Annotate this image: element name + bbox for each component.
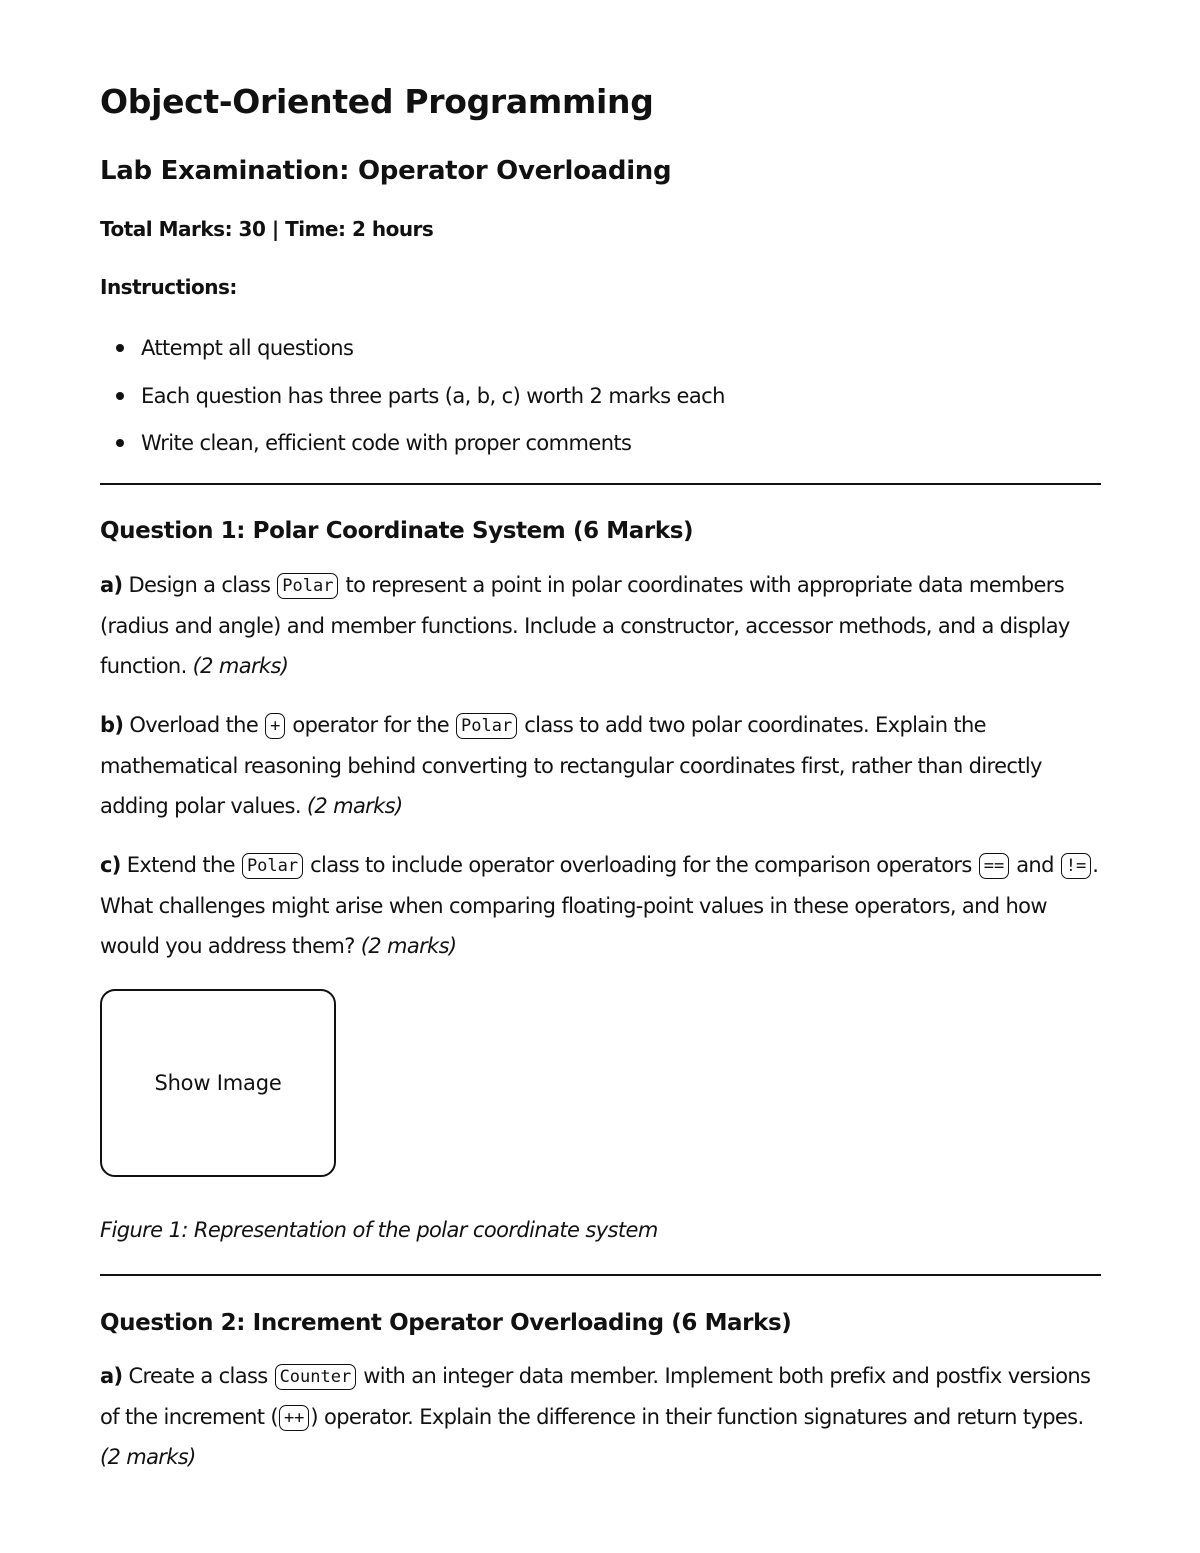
part-text: Design a class bbox=[122, 573, 277, 597]
figure-caption: Figure 1: Representation of the polar coordinate system bbox=[100, 1218, 658, 1242]
list-item bbox=[100, 425, 725, 473]
instructions-heading: Instructions: bbox=[100, 275, 237, 299]
exam-subtitle: Lab Examination: Operator Overloading bbox=[100, 156, 672, 186]
part-text: ) operator. Explain the difference in their function signatures and return types. bbox=[310, 1404, 1084, 1429]
question-1-part-c bbox=[100, 845, 1101, 967]
bullet-icon bbox=[116, 392, 124, 400]
part-text: . What challenges might arise when comparing floating-point values in these operators, and how would you address them? bbox=[100, 853, 1099, 958]
marks-note: (2 marks) bbox=[192, 654, 289, 678]
part-text: and bbox=[1010, 853, 1060, 877]
part-text: Overload the bbox=[123, 713, 265, 737]
inline-code: != bbox=[1061, 853, 1091, 879]
bullet-icon bbox=[116, 439, 124, 447]
inline-code: Polar bbox=[277, 573, 338, 599]
question-1-part-b bbox=[100, 705, 1101, 827]
inline-code: Polar bbox=[456, 713, 517, 739]
list-item bbox=[100, 330, 725, 378]
show-image-button[interactable] bbox=[100, 989, 336, 1177]
exam-meta: Total Marks: 30 | Time: 2 hours bbox=[100, 217, 434, 241]
part-text: Extend the bbox=[120, 853, 241, 877]
marks-note: (2 marks) bbox=[306, 794, 403, 818]
instruction-text: Attempt all questions bbox=[141, 336, 354, 360]
inline-code: == bbox=[979, 853, 1009, 879]
part-label: a) bbox=[100, 1364, 123, 1388]
inline-code: Polar bbox=[242, 853, 303, 879]
section-divider bbox=[100, 483, 1101, 485]
question-2-heading: Question 2: Increment Operator Overloading (6 Marks) bbox=[100, 1310, 792, 1336]
inline-code: + bbox=[265, 713, 285, 739]
instruction-text: Write clean, efficient code with proper comments bbox=[141, 431, 632, 455]
section-divider bbox=[100, 1274, 1101, 1276]
inline-code: Counter bbox=[275, 1364, 357, 1390]
page-title: Object-Oriented Programming bbox=[100, 82, 654, 121]
part-label: b) bbox=[100, 713, 124, 737]
marks-note: (2 marks) bbox=[100, 1445, 196, 1469]
question-1-heading: Question 1: Polar Coordinate System (6 Marks) bbox=[100, 518, 694, 544]
part-text: class to include operator overloading for the comparison operators bbox=[304, 853, 978, 877]
bullet-icon bbox=[116, 344, 124, 352]
part-text: with an integer data member. Implement both prefix and postfix versions of the increment ( bbox=[100, 1364, 1091, 1429]
part-text: operator for the bbox=[286, 713, 456, 737]
part-text: Create a class bbox=[122, 1364, 274, 1388]
question-1-part-a bbox=[100, 565, 1101, 687]
marks-note: (2 marks) bbox=[360, 934, 457, 958]
question-2-part-a bbox=[100, 1356, 1101, 1478]
show-image-label: Show Image bbox=[154, 1071, 282, 1095]
part-label: c) bbox=[100, 853, 121, 877]
list-item bbox=[100, 378, 725, 426]
part-text: class to add two polar coordinates. Explain the mathematical reasoning behind converting to rectangular coordinates first, rather than directly adding polar values. bbox=[100, 713, 1042, 818]
part-text: to represent a point in polar coordinates with appropriate data members (radius and angle) and member functions. Include a constructor, accessor methods, and a display function. bbox=[100, 573, 1070, 678]
instruction-text: Each question has three parts (a, b, c) worth 2 marks each bbox=[141, 383, 725, 408]
part-label: a) bbox=[100, 573, 123, 597]
inline-code: ++ bbox=[279, 1405, 309, 1431]
instructions-list bbox=[100, 330, 725, 473]
